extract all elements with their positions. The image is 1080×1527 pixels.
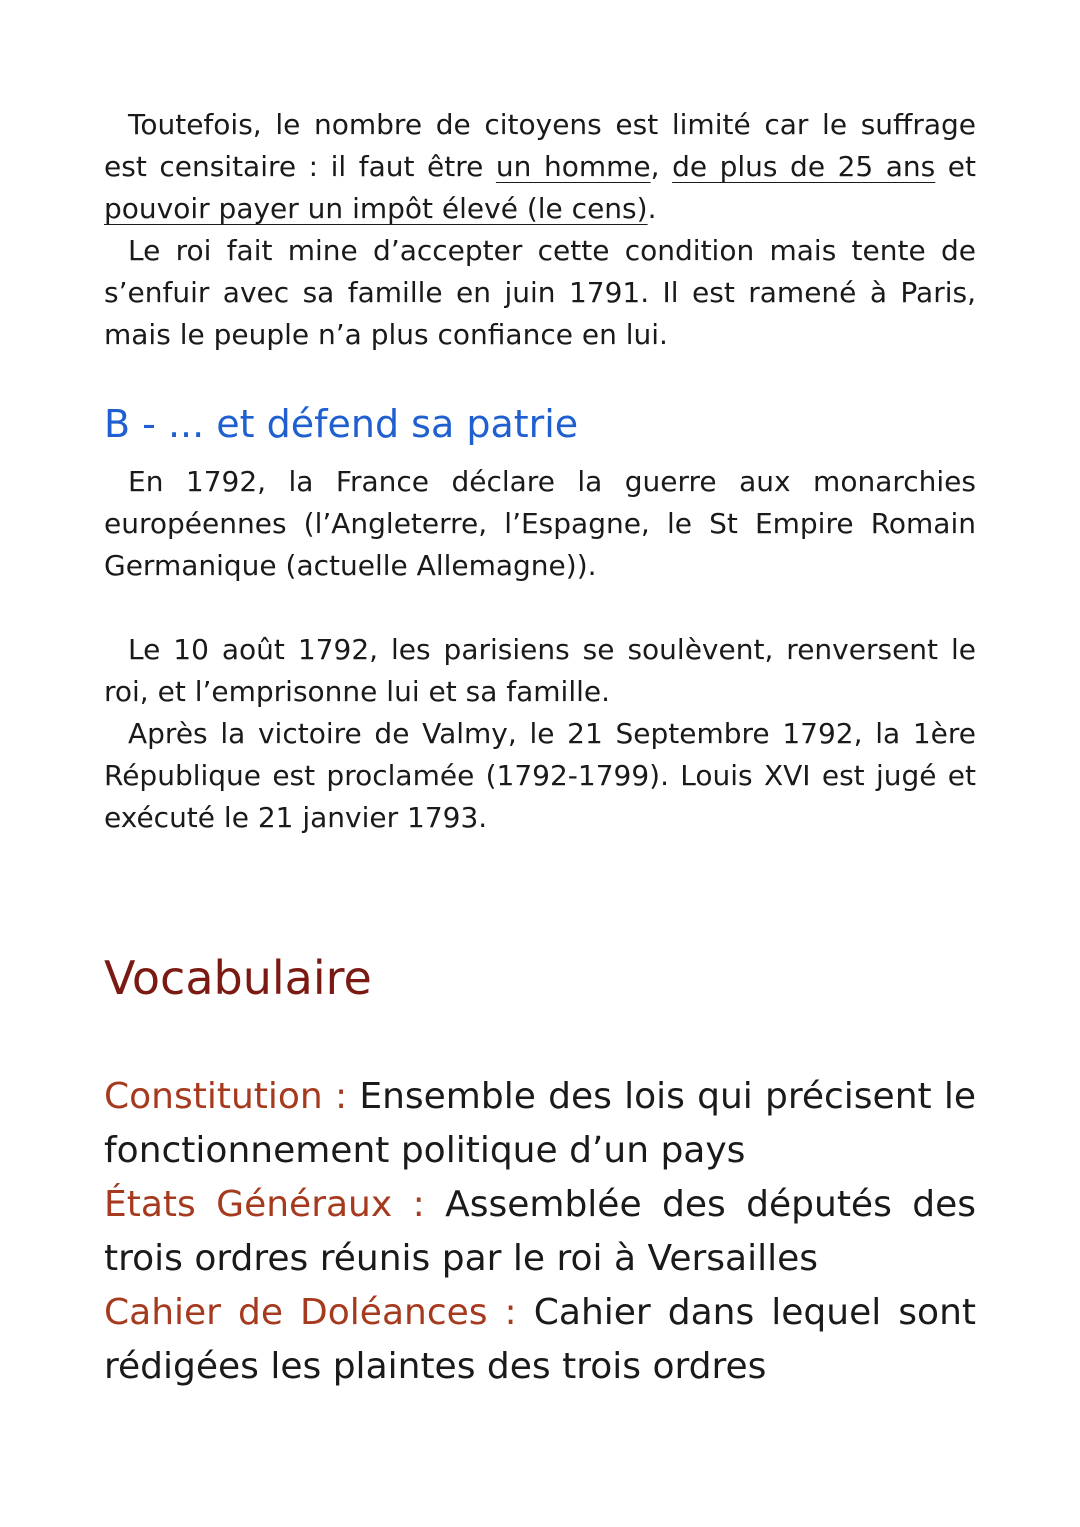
vocab-entry-cahier-doleances xyxy=(104,1286,976,1394)
paragraph-august-uprising: Le 10 août 1792, les parisiens se soulèvent, renversent le roi, et l’emprisonne lui et sa famille. xyxy=(104,633,976,708)
section-b-war-text xyxy=(104,461,976,587)
section-a-text xyxy=(104,104,976,356)
vocab-term: États Généraux : xyxy=(104,1184,425,1225)
underlined-condition-tax: pouvoir payer un impôt élevé (le cens) xyxy=(104,192,648,225)
section-b-republic-text xyxy=(104,629,976,839)
vocab-entry-constitution xyxy=(104,1070,976,1178)
vocab-entry-etats-generaux xyxy=(104,1178,976,1286)
section-b-heading: B - ... et défend sa patrie xyxy=(104,402,579,446)
paragraph-suffrage: Toutefois, le nombre de citoyens est limité car le suffrage est censitaire : il faut être un homme, de plus de 25 ans et pouvoir payer un impôt élevé (le cens). xyxy=(104,108,977,225)
vocabulary-list xyxy=(104,1070,976,1394)
underlined-condition-man: un homme xyxy=(495,150,651,183)
underlined-condition-age: de plus de 25 ans xyxy=(672,150,936,183)
paragraph-king-flight: Le roi fait mine d’accepter cette condition mais tente de s’enfuir avec sa famille en juin 1791. Il est ramené à Paris, mais le peuple n’a plus confiance en lui. xyxy=(104,234,976,351)
vocab-term: Constitution : xyxy=(104,1076,348,1117)
paragraph-war-declaration: En 1792, la France déclare la guerre aux monarchies européennes (l’Angleterre, l’Espagne, le St Empire Romain Germanique (actuelle Allemagne)). xyxy=(104,465,976,582)
vocab-definition: Assemblée des députés des trois ordres réunis par le roi à Versailles xyxy=(104,1184,976,1279)
vocab-term: Cahier de Doléances : xyxy=(104,1292,517,1333)
vocabulary-heading: Vocabulaire xyxy=(104,951,372,1005)
vocab-definition: Cahier dans lequel sont rédigées les plaintes des trois ordres xyxy=(104,1292,977,1387)
vocab-definition: Ensemble des lois qui précisent le fonctionnement politique d’un pays xyxy=(104,1076,976,1171)
paragraph-republic: Après la victoire de Valmy, le 21 Septembre 1792, la 1ère République est proclamée (1792-1799). Louis XVI est jugé et exécuté le 21 janvier 1793. xyxy=(104,717,976,834)
